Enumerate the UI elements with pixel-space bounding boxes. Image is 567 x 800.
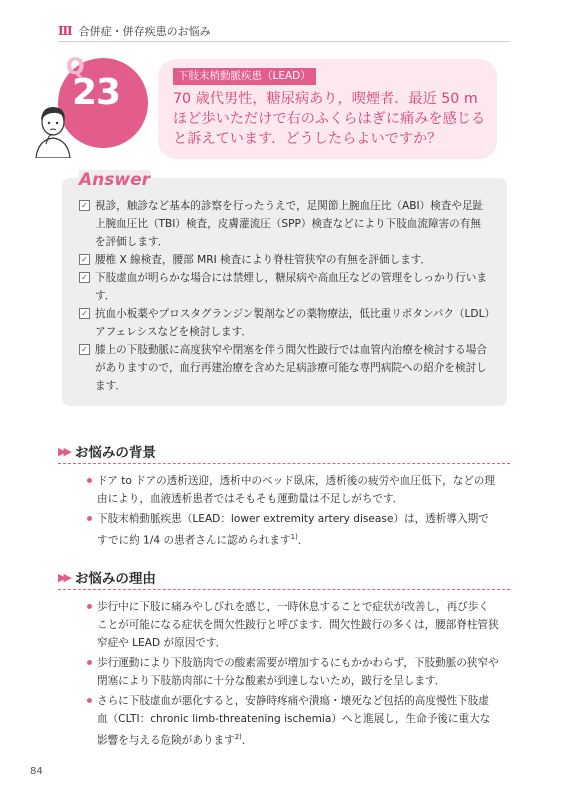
checkbox-icon: ✓ — [79, 308, 90, 319]
section-title: 合併症・併存疾患のお悩み — [78, 25, 211, 38]
answer-item: ✓ 下肢虚血が明らかな場合には禁煙し，糖尿病や高血圧などの管理をしっかり行います． — [79, 269, 491, 305]
header-divider — [58, 41, 510, 42]
answer-item: ✓ 腰椎 X 線検査，腰部 MRI 検査により脊柱管狭窄の有無を評価します． — [79, 251, 491, 269]
list-item: ドア to ドアの透析送迎，透析中のベッド臥床，透析後の疲労や血圧低下，などの理由により，血液透析患者ではそもそも運動量は不足しがちです． — [87, 472, 499, 508]
page-number: 84 — [30, 766, 43, 777]
list-item: さらに下肢虚血が悪化すると，安静時疼痛や潰瘍・壊死など包括的高度慢性下肢虚血（CLTI：chronic limb-threatening ischemia）へと進展し，生命予後に重大な影響を与える危険があります$^{2)}$． — [87, 692, 499, 750]
checkbox-icon: ✓ — [79, 272, 90, 283]
double-arrow-icon: ▶▶ — [58, 444, 69, 458]
question-text: 70 歳代男性，糖尿病あり，喫煙者．最近 50 m ほど歩いただけで右のふくらはぎに痛みを感じると訴えています．どうしたらよいですか？ — [173, 91, 486, 147]
answer-item: ✓ 視診，触診など基本的診察を行ったうえで，足関節上腕血圧比（ABI）検査や足趾上腕血圧比（TBI）検査，皮膚灌流圧（SPP）検査などにより下肢血流障害の有無を評価します． — [79, 197, 491, 251]
background-heading: ▶▶ お悩みの背景 — [58, 444, 156, 461]
list-item: 歩行運動により下肢筋肉での酸素需要が増加するにもかかわらず，下肢動脈の狭窄や閉塞により下肢筋肉部に十分な酸素が到達しないため，跛行を呈します． — [87, 654, 499, 690]
answer-list — [79, 197, 491, 395]
reason-heading: ▶▶ お悩みの理由 — [58, 570, 156, 587]
citation: 2) — [234, 733, 242, 741]
bullet-dot-icon — [87, 604, 92, 609]
list-item: 歩行中に下肢に痛みやしびれを感じ，一時休息することで症状が改善し，再び歩くことが可能になる症状を間欠性跛行と呼びます．間欠性跛行の多くは，腰部脊柱管狭窄症や LEAD が原因です． — [87, 598, 499, 652]
question-letter: Q — [66, 55, 85, 80]
background-list — [87, 472, 499, 552]
reason-list — [87, 598, 499, 752]
answer-item: ✓ 膝上の下肢動脈に高度狭窄や閉塞を伴う間欠性跛行では血管内治療を検討する場合がありますので，血行再建治療を含めた足病診療可能な専門病院への紹介を検討します． — [79, 341, 491, 395]
checkbox-icon: ✓ — [79, 344, 90, 355]
answer-item: ✓ 抗血小板薬やプロスタグランジン製剤などの薬物療法，低比重リポタンパク（LDL）アフェレシスなどを検討します． — [79, 305, 491, 341]
double-arrow-icon: ▶▶ — [58, 570, 69, 584]
question-tag: 下肢末梢動脈疾患（LEAD） — [173, 68, 316, 85]
background-divider — [58, 463, 510, 465]
reason-divider — [58, 589, 510, 591]
checkbox-icon: ✓ — [79, 254, 90, 265]
answer-title: Answer — [79, 170, 150, 190]
person-thinking-icon — [32, 100, 74, 158]
citation: 1) — [290, 533, 298, 541]
bullet-dot-icon — [87, 660, 92, 665]
question-number: 23 — [72, 72, 121, 113]
section-header — [58, 24, 211, 38]
section-number: Ⅲ — [58, 24, 73, 38]
bullet-dot-icon — [87, 478, 92, 483]
checkbox-icon: ✓ — [79, 200, 90, 211]
bullet-dot-icon — [87, 516, 92, 521]
list-item: 下肢末梢動脈疾患（LEAD：lower extremity artery disease）は，透析導入期ですでに約 1/4 の患者さんに認められます$^{1)}$． — [87, 510, 499, 550]
bullet-dot-icon — [87, 698, 92, 703]
